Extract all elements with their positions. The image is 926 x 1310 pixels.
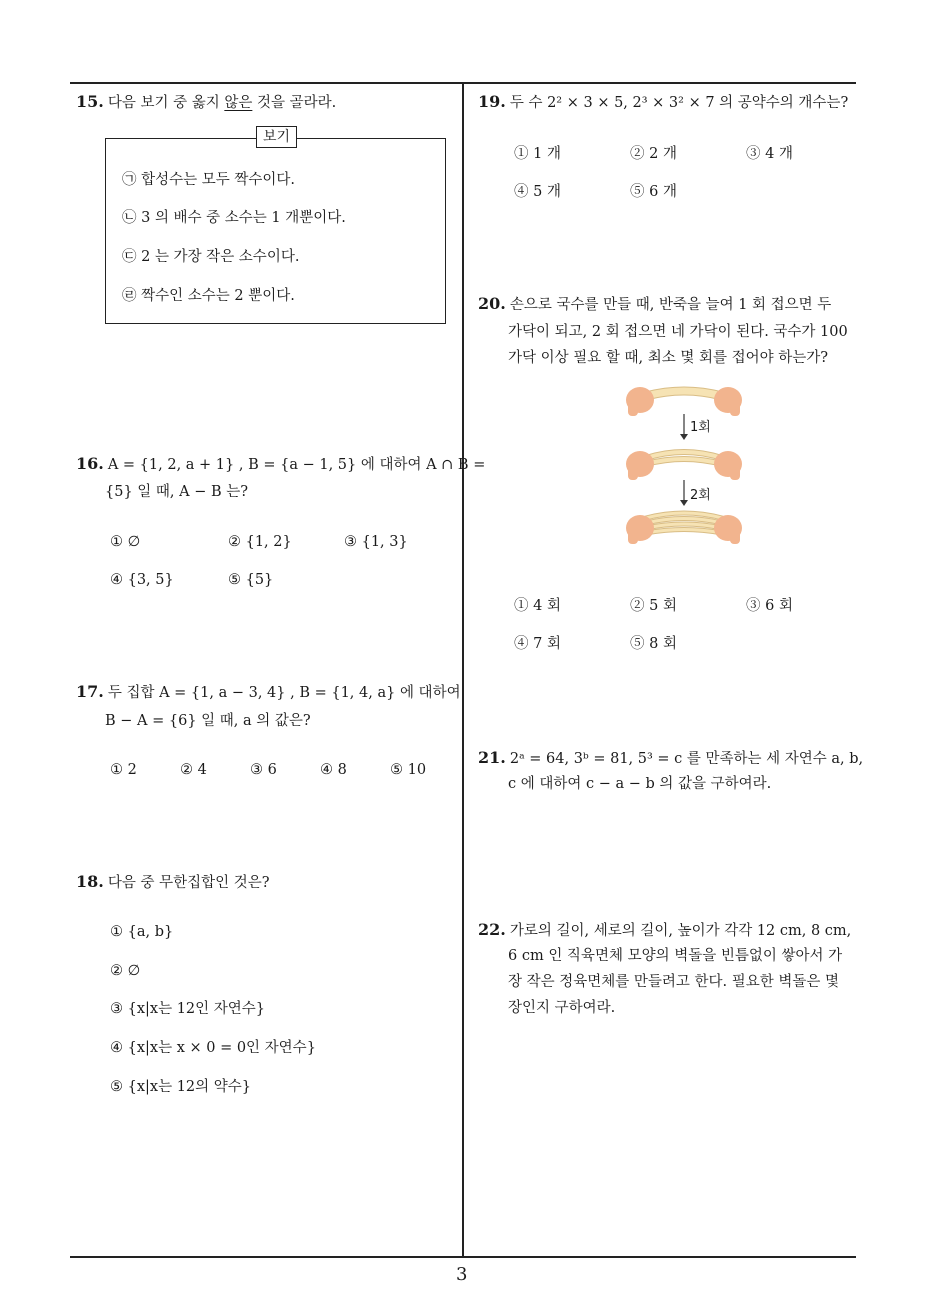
stage-2-noodle bbox=[626, 513, 742, 544]
question-text-line-4: 장인지 구하여라. bbox=[508, 1000, 616, 1016]
question-text: 두 수 2² × 3 × 5, 2³ × 3² × 7 의 공약수의 개수는? bbox=[509, 95, 849, 111]
question-text-line-1: 손으로 국수를 만들 때, 반죽을 늘여 1 회 접으면 두 bbox=[509, 297, 832, 313]
option-1[interactable]: ① {a, b} bbox=[110, 924, 174, 940]
question-21 bbox=[478, 744, 863, 773]
option-2[interactable]: ② 2 개 bbox=[630, 146, 677, 162]
question-text-line-2: c 에 대하여 c − a − b 의 값을 구하여라. bbox=[508, 776, 772, 792]
question-17 bbox=[76, 678, 461, 707]
option-4[interactable]: ④ {x|x는 x × 0 = 0인 자연수} bbox=[110, 1040, 316, 1056]
fold-label-2: 2회 bbox=[690, 488, 711, 503]
option-5[interactable]: ⑤ {x|x는 12의 약수} bbox=[110, 1079, 251, 1095]
bottom-rule bbox=[70, 1256, 856, 1258]
question-number: 18. bbox=[76, 872, 104, 891]
question-text-line-2: 6 cm 인 직육면체 모양의 벽돌을 빈틈없이 쌓아서 가 bbox=[508, 948, 843, 964]
option-5[interactable]: ⑤ {5} bbox=[228, 572, 274, 588]
option-1[interactable]: ① 1 개 bbox=[514, 146, 561, 162]
question-text: 다음 보기 중 옳지 않은 것을 골라라. bbox=[107, 95, 337, 111]
option-5[interactable]: ⑤ 10 bbox=[390, 762, 427, 778]
question-text-line-2: 가닥이 되고, 2 회 접으면 네 가닥이 된다. 국수가 100 bbox=[508, 324, 848, 340]
option-4[interactable]: ④ {3, 5} bbox=[110, 572, 174, 588]
option-2[interactable]: ② ∅ bbox=[110, 963, 141, 979]
option-1[interactable]: ① 2 bbox=[110, 762, 137, 778]
statement-3: ㉢ 2 는 가장 작은 소수이다. bbox=[122, 249, 300, 265]
noodle-folding-illustration bbox=[624, 374, 744, 552]
option-3[interactable]: ③ {1, 3} bbox=[344, 534, 408, 550]
statement-1: ㉠ 합성수는 모두 짝수이다. bbox=[122, 172, 296, 188]
question-number: 22. bbox=[478, 920, 506, 939]
option-3[interactable]: ③ 6 회 bbox=[746, 598, 793, 614]
question-text-line-1: A = {1, 2, a + 1} , B = {a − 1, 5} 에 대하여 A ∩ B = bbox=[107, 457, 486, 473]
option-4[interactable]: ④ 7 회 bbox=[514, 636, 561, 652]
question-number: 19. bbox=[478, 92, 506, 111]
question-number: 20. bbox=[478, 294, 506, 313]
question-15 bbox=[76, 88, 336, 117]
option-2[interactable]: ② {1, 2} bbox=[228, 534, 292, 550]
example-box-label: 보기 bbox=[256, 126, 297, 148]
option-1[interactable]: ① ∅ bbox=[110, 534, 141, 550]
option-5[interactable]: ⑤ 6 개 bbox=[630, 184, 677, 200]
question-number: 21. bbox=[478, 748, 506, 767]
question-text-line-2: {5} 일 때, A − B 는? bbox=[105, 484, 249, 500]
stage-0-noodle bbox=[626, 387, 742, 416]
question-22 bbox=[478, 916, 851, 945]
statement-4: ㉣ 짝수인 소수는 2 뿐이다. bbox=[122, 288, 295, 304]
question-text-line-3: 장 작은 정육면체를 만들려고 한다. 필요한 벽돌은 몇 bbox=[508, 974, 840, 990]
question-text-line-2: B − A = {6} 일 때, a 의 값은? bbox=[105, 713, 311, 729]
question-19 bbox=[478, 88, 848, 117]
option-2[interactable]: ② 5 회 bbox=[630, 598, 677, 614]
right-column bbox=[464, 0, 926, 1256]
question-text-line-1: 가로의 길이, 세로의 길이, 높이가 각각 12 cm, 8 cm, bbox=[509, 923, 852, 939]
question-18 bbox=[76, 868, 270, 897]
fold-label-1: 1회 bbox=[690, 420, 711, 435]
option-1[interactable]: ① 4 회 bbox=[514, 598, 561, 614]
question-number: 17. bbox=[76, 682, 104, 701]
option-3[interactable]: ③ 6 bbox=[250, 762, 277, 778]
stage-1-noodle bbox=[626, 451, 742, 480]
option-2[interactable]: ② 4 bbox=[180, 762, 207, 778]
question-text-line-1: 2ᵃ = 64, 3ᵇ = 81, 5³ = c 를 만족하는 세 자연수 a, b, bbox=[509, 751, 864, 767]
option-4[interactable]: ④ 5 개 bbox=[514, 184, 561, 200]
question-number: 15. bbox=[76, 92, 104, 111]
statement-2: ㉡ 3 의 배수 중 소수는 1 개뿐이다. bbox=[122, 210, 346, 226]
question-text: 다음 중 무한집합인 것은? bbox=[107, 875, 270, 891]
question-text-line-1: 두 집합 A = {1, a − 3, 4} , B = {1, 4, a} 에 대하여 bbox=[107, 685, 461, 701]
question-text-line-3: 가닥 이상 필요 할 때, 최소 몇 회를 접어야 하는가? bbox=[508, 350, 828, 366]
option-5[interactable]: ⑤ 8 회 bbox=[630, 636, 677, 652]
option-4[interactable]: ④ 8 bbox=[320, 762, 347, 778]
option-3[interactable]: ③ {x|x는 12인 자연수} bbox=[110, 1001, 266, 1017]
question-number: 16. bbox=[76, 454, 104, 473]
question-16 bbox=[76, 450, 485, 479]
question-20 bbox=[478, 290, 831, 319]
page-number: 3 bbox=[456, 1264, 468, 1285]
option-3[interactable]: ③ 4 개 bbox=[746, 146, 793, 162]
